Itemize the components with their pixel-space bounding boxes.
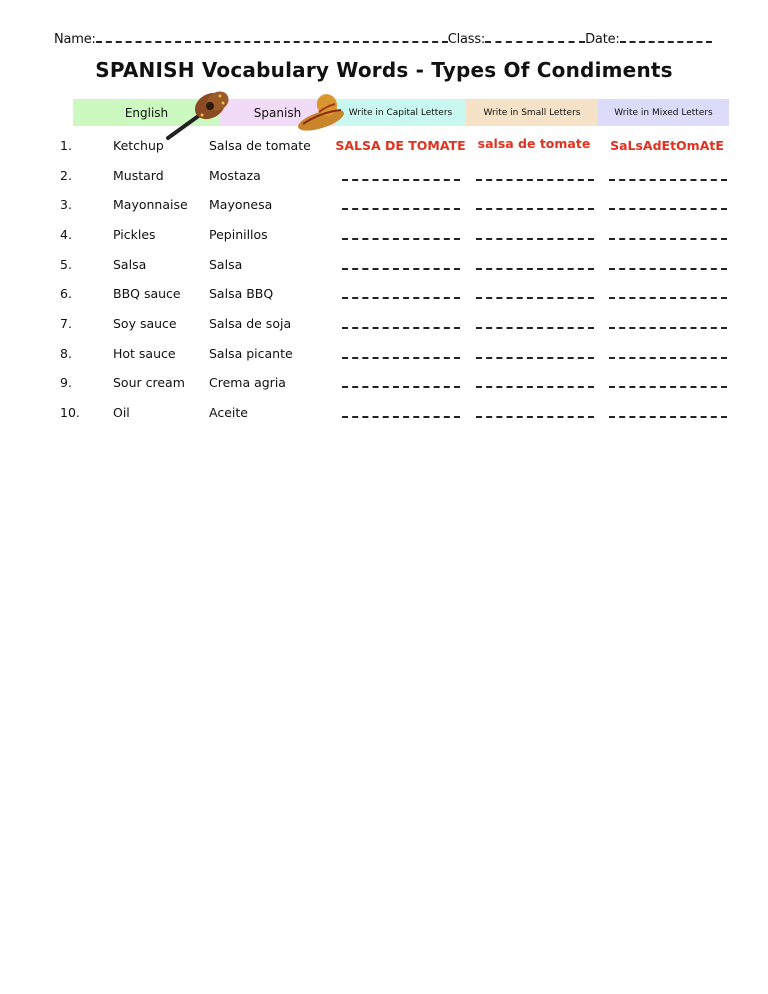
english-word: Pickles	[113, 227, 156, 242]
row-number: 7.	[60, 316, 72, 331]
blank-small[interactable]	[476, 416, 594, 418]
english-word: BBQ sauce	[113, 286, 181, 301]
vocab-row	[0, 346, 768, 366]
blank-mixed[interactable]	[609, 238, 727, 240]
page-title: SPANISH Vocabulary Words - Types Of Condiments	[95, 58, 673, 82]
blank-small[interactable]	[476, 357, 594, 359]
row-number: 10.	[60, 405, 80, 420]
vocab-row	[0, 286, 768, 306]
vocab-row	[0, 316, 768, 336]
vocab-row	[0, 375, 768, 395]
blank-small[interactable]	[476, 297, 594, 299]
row-number: 3.	[60, 197, 72, 212]
blank-mixed[interactable]	[609, 179, 727, 181]
blank-capital[interactable]	[342, 268, 460, 270]
guitar-icon	[160, 88, 230, 143]
date-label: Date:	[585, 32, 620, 47]
english-word: Mustard	[113, 168, 164, 183]
blank-mixed[interactable]	[609, 297, 727, 299]
blank-small[interactable]	[476, 238, 594, 240]
blank-mixed[interactable]	[609, 208, 727, 210]
row-number: 2.	[60, 168, 72, 183]
blank-mixed[interactable]	[609, 386, 727, 388]
blank-small[interactable]	[476, 268, 594, 270]
vocab-row	[0, 227, 768, 247]
row-number: 9.	[60, 375, 72, 390]
vocab-row	[0, 405, 768, 425]
spanish-word: Mayonesa	[209, 197, 273, 212]
vocab-row	[0, 168, 768, 188]
blank-small[interactable]	[476, 327, 594, 329]
blank-small[interactable]	[476, 208, 594, 210]
spanish-word: Mostaza	[209, 168, 261, 183]
spanish-word: Aceite	[209, 405, 248, 420]
blank-capital[interactable]	[342, 386, 460, 388]
student-info-line	[54, 31, 728, 47]
blank-small[interactable]	[476, 179, 594, 181]
blank-mixed[interactable]	[609, 357, 727, 359]
class-label: Class:	[447, 32, 486, 47]
col-header-spanish: Spanish	[220, 99, 335, 126]
blank-mixed[interactable]	[609, 268, 727, 270]
row-number: 5.	[60, 257, 72, 272]
example-small: salsa de tomate	[477, 136, 591, 151]
spanish-word: Salsa	[209, 257, 243, 272]
spanish-word: Pepinillos	[209, 227, 268, 242]
english-word: Sour cream	[113, 375, 185, 390]
col-header-english: English	[73, 99, 220, 126]
blank-capital[interactable]	[342, 297, 460, 299]
blank-capital[interactable]	[342, 327, 460, 329]
blank-capital[interactable]	[342, 416, 460, 418]
spanish-word: Salsa BBQ	[209, 286, 274, 301]
sombrero-icon	[295, 90, 351, 132]
blank-capital[interactable]	[342, 208, 460, 210]
blank-mixed[interactable]	[609, 416, 727, 418]
english-word: Soy sauce	[113, 316, 177, 331]
name-blank[interactable]	[96, 31, 448, 43]
english-word: Mayonnaise	[113, 197, 188, 212]
spanish-word: Crema agria	[209, 375, 286, 390]
english-word: Salsa	[113, 257, 147, 272]
vocab-row	[0, 257, 768, 277]
col-header-capital: Write in Capital Letters	[335, 99, 466, 126]
english-word: Hot sauce	[113, 346, 176, 361]
name-label: Name:	[54, 32, 96, 47]
spanish-word: Salsa de tomate	[209, 138, 311, 153]
row-number: 1.	[60, 138, 72, 153]
row-number: 8.	[60, 346, 72, 361]
blank-capital[interactable]	[342, 238, 460, 240]
blank-small[interactable]	[476, 386, 594, 388]
spanish-word: Salsa picante	[209, 346, 293, 361]
english-word: Oil	[113, 405, 130, 420]
blank-mixed[interactable]	[609, 327, 727, 329]
row-number: 6.	[60, 286, 72, 301]
date-blank[interactable]	[620, 31, 712, 43]
col-header-mixed: Write in Mixed Letters	[598, 99, 729, 126]
example-mixed: SaLsAdEtOmAtE	[610, 138, 724, 153]
class-blank[interactable]	[485, 31, 585, 43]
vocab-row	[0, 197, 768, 217]
vocab-row	[0, 138, 768, 158]
row-number: 4.	[60, 227, 72, 242]
col-header-small: Write in Small Letters	[466, 99, 598, 126]
english-word: Ketchup	[113, 138, 164, 153]
blank-capital[interactable]	[342, 357, 460, 359]
spanish-word: Salsa de soja	[209, 316, 292, 331]
example-capital: SALSA DE TOMATE	[335, 138, 466, 153]
blank-capital[interactable]	[342, 179, 460, 181]
